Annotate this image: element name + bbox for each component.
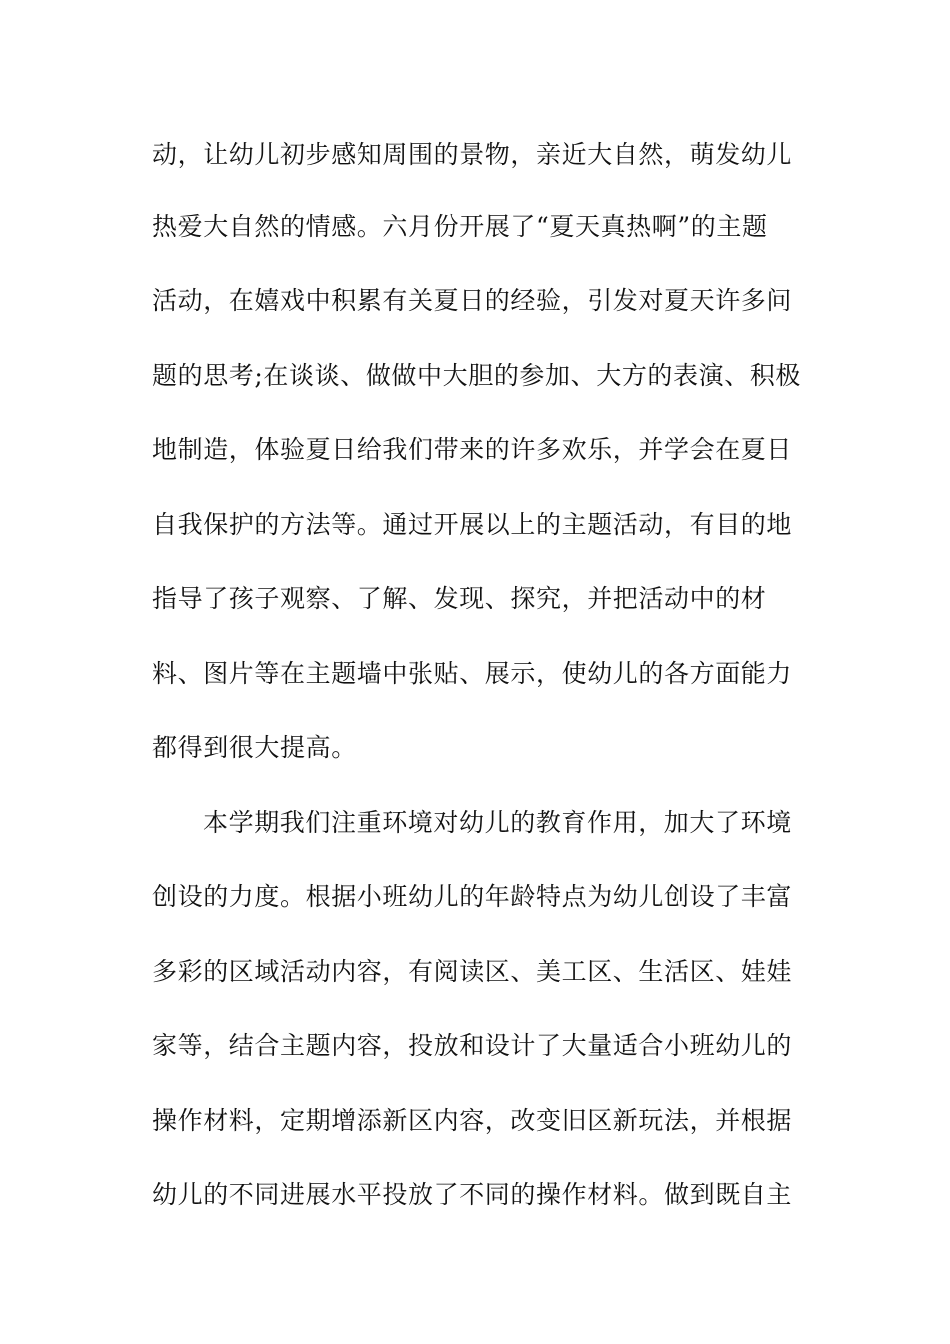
paragraph-line: 操作材料，定期增添新区内容，改变旧区新玩法，并根据 bbox=[152, 1106, 793, 1135]
paragraph-line: 动，让幼儿初步感知周围的景物，亲近大自然，萌发幼儿 bbox=[152, 140, 793, 169]
paragraph-line: 题的思考;在谈谈、做做中大胆的参加、大方的表演、积极 bbox=[152, 361, 802, 390]
paragraph-line: 都得到很大提高。 bbox=[152, 733, 357, 762]
paragraph-line: 多彩的区域活动内容，有阅读区、美工区、生活区、娃娃 bbox=[152, 957, 793, 986]
paragraph-line: 地制造，体验夏日给我们带来的许多欢乐，并学会在夏日 bbox=[152, 435, 793, 464]
paragraph-line: 热爱大自然的情感。六月份开展了“夏天真热啊”的主题 bbox=[152, 212, 768, 241]
paragraph-line: 幼儿的不同进展水平投放了不同的操作材料。做到既自主 bbox=[152, 1180, 793, 1209]
paragraph-line: 自我保护的方法等。通过开展以上的主题活动，有目的地 bbox=[152, 510, 793, 539]
paragraph-line: 创设的力度。根据小班幼儿的年龄特点为幼儿创设了丰富 bbox=[152, 882, 793, 911]
paragraph-line: 家等，结合主题内容，投放和设计了大量适合小班幼儿的 bbox=[152, 1031, 793, 1060]
paragraph-line: 指导了孩子观察、了解、发现、探究，并把活动中的材 bbox=[152, 584, 767, 613]
paragraph-line: 本学期我们注重环境对幼儿的教育作用，加大了环境 bbox=[203, 808, 792, 837]
paragraph-line: 料、图片等在主题墙中张贴、展示，使幼儿的各方面能力 bbox=[152, 659, 793, 688]
paragraph-line: 活动，在嬉戏中积累有关夏日的经验，引发对夏天许多问 bbox=[152, 286, 793, 315]
